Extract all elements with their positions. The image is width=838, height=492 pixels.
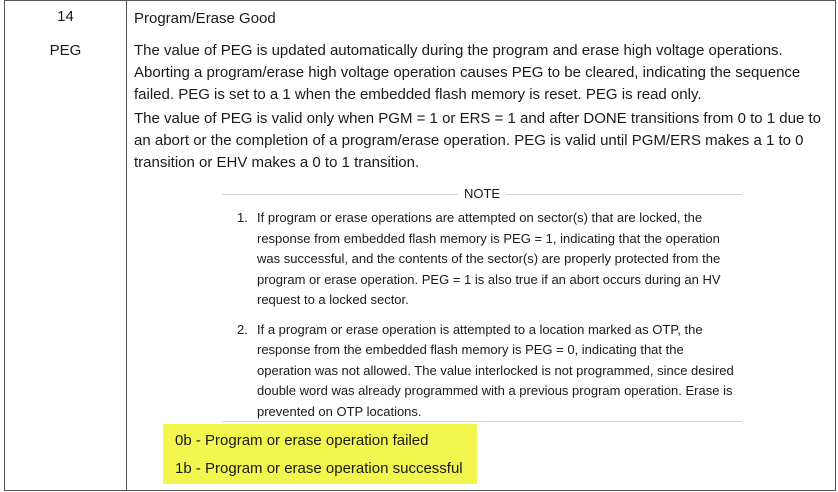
description-paragraph-1: The value of PEG is updated automatically during the program and erase high voltage operations. Aborting a program/erase high voltage operation causes PEG to be cleared, indicating the sequence failed. PEG is set to a 1 when the embedded flash memory is reset. PEG is read only. <box>134 42 801 103</box>
note-item-text: If program or erase operations are attempted on sector(s) that are locked, the response from embedded flash memory is PEG = 1, indicating that the operation was successful, and the contents of the sector(s) are properly protected from the program or erase operation. PEG = 1 is also true if an abort occurs during an HV request to a locked sector. <box>257 210 721 307</box>
note-item <box>225 208 740 311</box>
note-heading-text: NOTE <box>458 186 506 201</box>
note-item-number: 2. <box>237 321 248 337</box>
note-item-text: If a program or erase operation is attempted to a location marked as OTP, the response from the embedded flash memory is PEG = 0, indicating that the operation was not allowed. The value interlocked is not programmed, since desired double word was already programmed with a previous program operation. Erase is prevented on OTP locations. <box>257 321 734 419</box>
field-name: PEG <box>49 42 82 59</box>
note-item-number: 1. <box>237 210 248 225</box>
note-bottom-rule <box>222 421 742 422</box>
note-heading <box>222 186 742 201</box>
column-divider <box>126 0 127 490</box>
bit-number: 14 <box>57 8 74 25</box>
note-list <box>225 208 740 431</box>
value-0b: 0b - Program or erase operation failed <box>175 432 429 449</box>
note-item <box>225 320 740 423</box>
description-paragraph-2: The value of PEG is valid only when PGM = 1 or ERS = 1 and after DONE transitions from 0 to 1 due to an abort or the completion of a program/erase operation. PEG is valid until PGM/ERS makes a 1 to 0 transition or EHV makes a 0 to 1 transition. <box>134 110 821 171</box>
field-title: Program/Erase Good <box>134 10 276 27</box>
value-1b: 1b - Program or erase operation successful <box>175 460 463 477</box>
